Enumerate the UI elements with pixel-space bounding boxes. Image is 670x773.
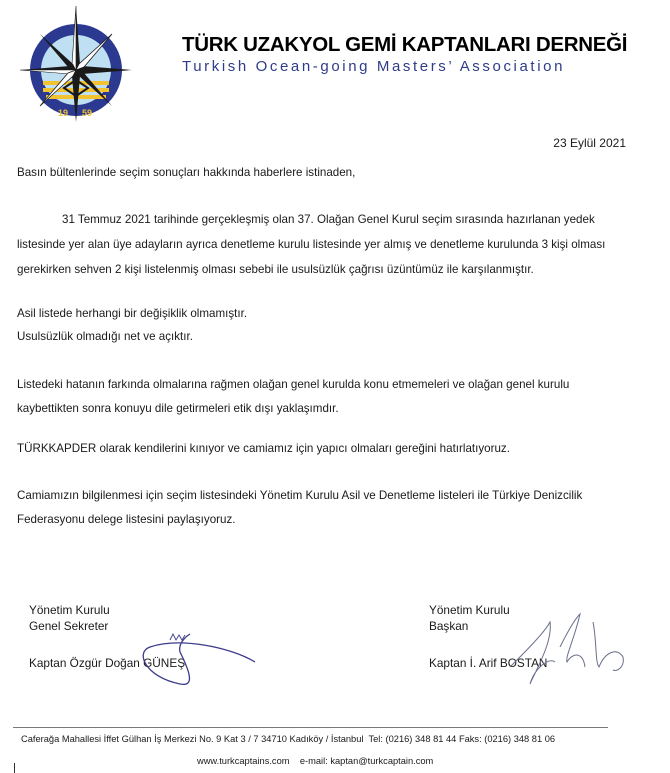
footer-phone: Tel: (0216) 348 81 44 — [368, 734, 457, 744]
footer-email-link[interactable]: kaptan@turkcaptain.com — [330, 756, 434, 766]
signatory-name: Kaptan İ. Arif BOSTAN — [429, 656, 548, 670]
footer-divider — [13, 727, 608, 728]
letter-date: 23 Eylül 2021 — [553, 136, 626, 150]
paragraph-2-line: Asil listede herhangi bir değişiklik olmamıştır. — [17, 307, 248, 320]
paragraph-2-line: Usulsüzlük olmadığı net ve açıktır. — [17, 330, 193, 343]
paragraph-3-line: Listedeki hatanın farkında olmalarına rağmen olağan genel kurulda konu etmemeleri ve olağan genel kurulu — [17, 378, 570, 391]
text-cursor — [14, 763, 15, 773]
paragraph-1-line: 31 Temmuz 2021 tarihinde gerçekleşmiş olan 37. Olağan Genel Kurul seçim sırasında hazırlanan yedek — [62, 213, 595, 226]
logo-year-text: 19 — [58, 108, 69, 118]
paragraph-1-line: listesinde yer alan üye adayların ayrıca denetleme kurulu listesinde yer almış ve denetleme kurulunda 3 kişi olması — [17, 238, 606, 251]
signatory-name: Kaptan Özgür Doğan GÜNEŞ — [29, 656, 186, 670]
footer-email-label: e-mail: — [299, 756, 328, 766]
signatory-role: Genel Sekreter — [29, 619, 109, 633]
salutation: Basın bültenlerinde seçim sonuçları hakkında haberlere istinaden, — [17, 166, 356, 179]
footer-address-line — [21, 734, 555, 744]
paragraph-1-line: gerekirken sehven 2 kişi listelenmiş olması sebebi ile usulsüzlük çağrısı üzüntümüz ile karşılanmıştır. — [17, 263, 534, 276]
org-name-turkish: TÜRK UZAKYOL GEMİ KAPTANLARI DERNEĞİ — [182, 33, 628, 56]
footer-fax: Faks: (0216) 348 81 06 — [458, 734, 556, 744]
footer-contact-line — [197, 756, 433, 766]
handwritten-signature-left — [140, 632, 260, 692]
paragraph-4: TÜRKKAPDER olarak kendilerini kınıyor ve camiamız için yapıcı olmaları gereğini hatırlatıyoruz. — [17, 442, 510, 455]
compass-rose-emblem-icon — [18, 4, 134, 122]
handwritten-signature-right — [505, 612, 635, 687]
signatory-role: Başkan — [429, 619, 469, 633]
footer-website-link[interactable]: www.turkcaptains.com — [197, 756, 290, 766]
paragraph-5-line: Federasyonu delege listesini paylaşıyoruz. — [17, 513, 236, 526]
svg-text:59: 59 — [82, 108, 93, 118]
signatory-board: Yönetim Kurulu — [429, 603, 510, 617]
paragraph-5-line: Camiamızın bilgilenmesi için seçim listesindeki Yönetim Kurulu Asil ve Denetleme listeleri ile Türkiye Denizcilik — [17, 489, 583, 502]
association-logo — [18, 4, 134, 122]
paragraph-3-line: kaybettikten sonra konuyu dile getirmeleri etik dışı yaklaşımdır. — [17, 402, 339, 415]
signatory-board: Yönetim Kurulu — [29, 603, 110, 617]
org-name-english: Turkish Ocean-going Masters’ Association — [182, 58, 566, 75]
footer-address: Caferağa Mahallesi İffet Gülhan İş Merkezi No. 9 Kat 3 / 7 34710 Kadıköy / İstanbul — [21, 734, 364, 744]
